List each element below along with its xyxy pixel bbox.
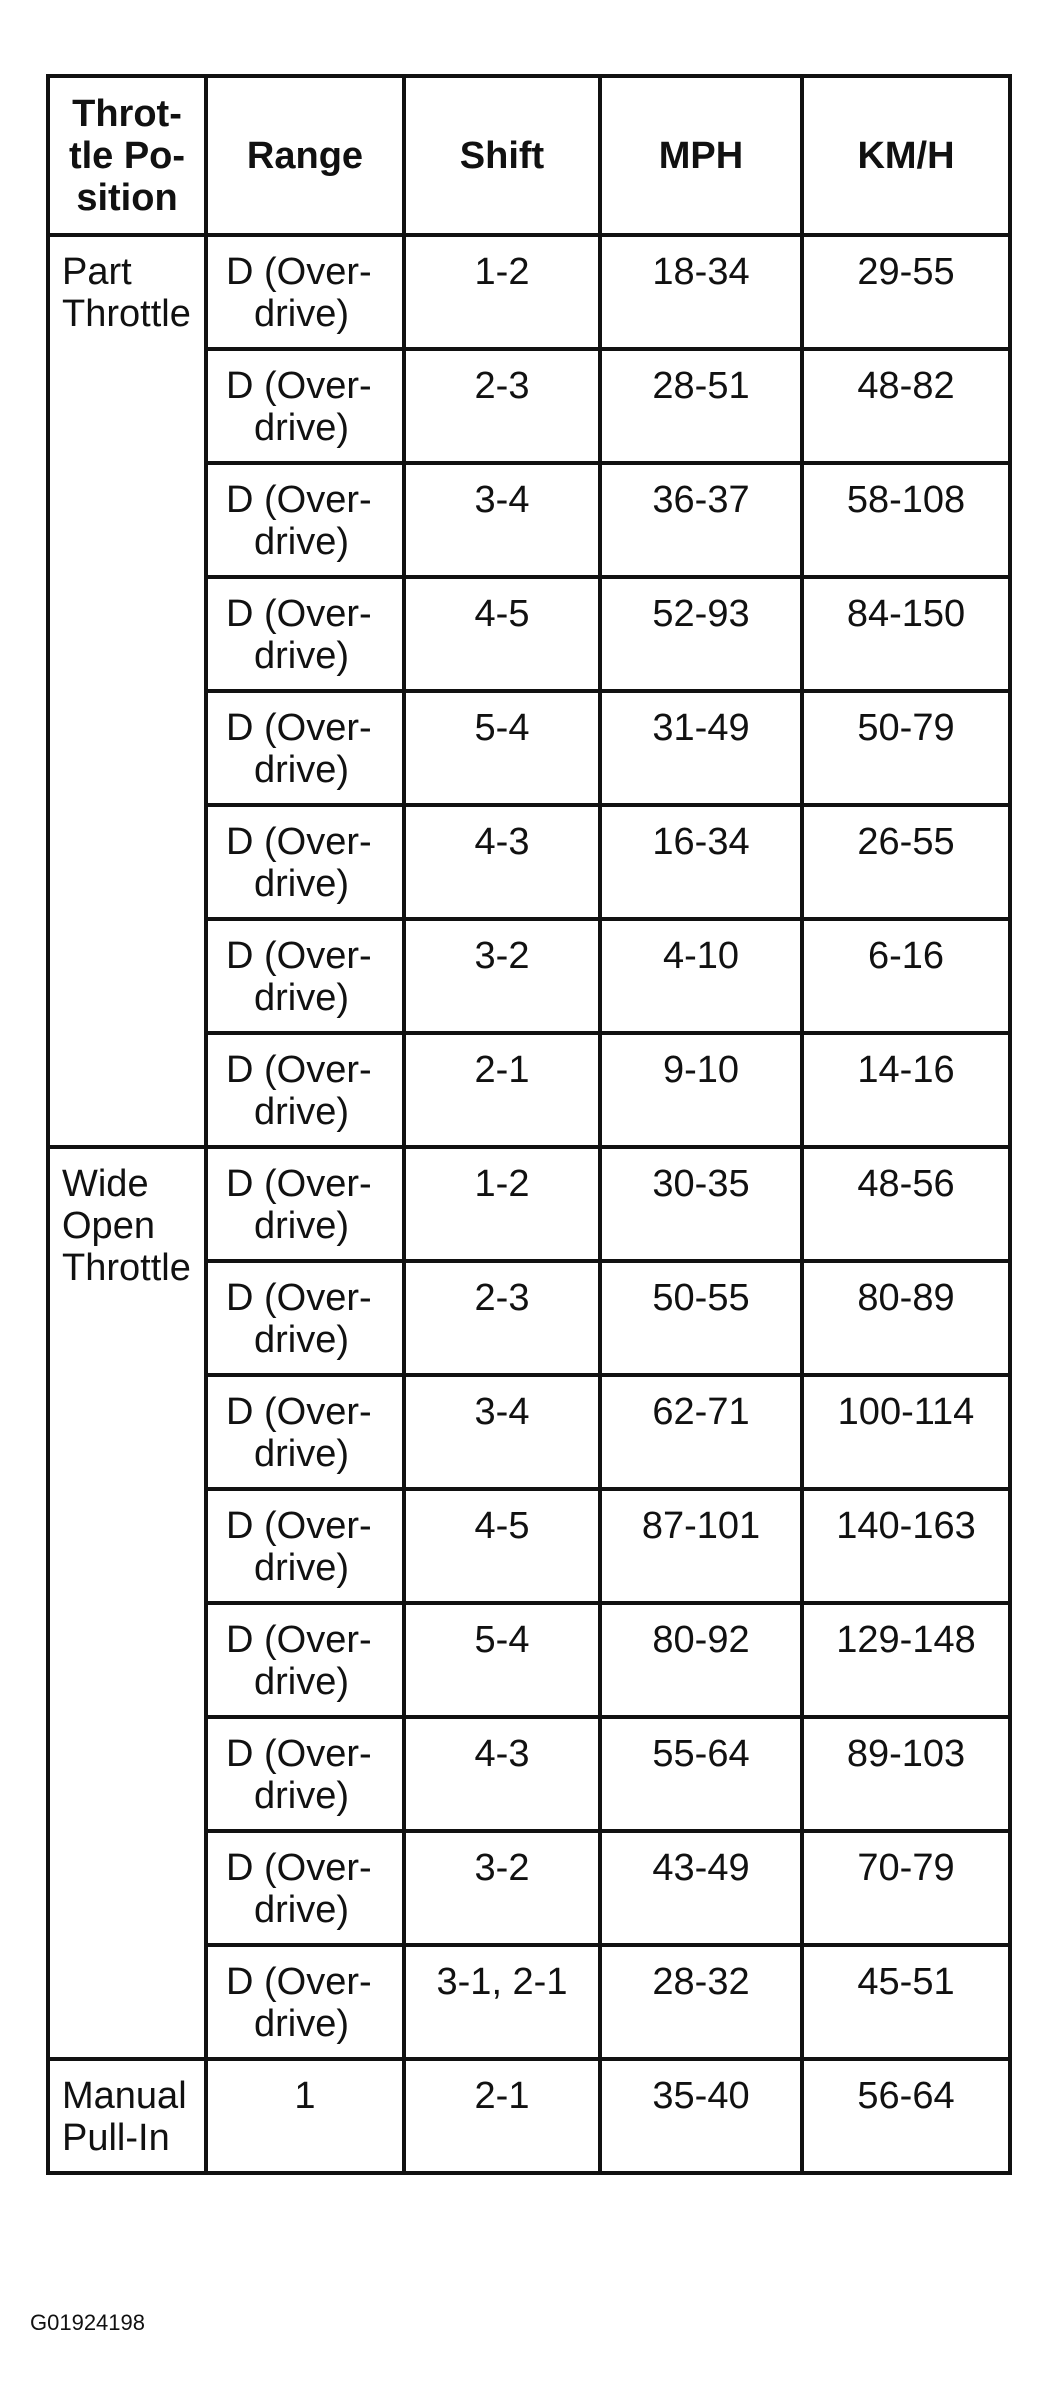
range-line: D (Over- xyxy=(226,593,372,635)
range-cell xyxy=(206,1147,404,1261)
header-throttle-position xyxy=(48,76,206,235)
range-line: D (Over- xyxy=(226,251,372,293)
kmh-cell xyxy=(802,1603,1010,1717)
header-throttle-line: sition xyxy=(76,176,178,219)
throttle-position-line: Manual xyxy=(62,2075,187,2117)
kmh-cell-value: 58-108 xyxy=(846,479,966,521)
shift-cell-value: 3-2 xyxy=(474,1847,530,1889)
range-cell xyxy=(206,919,404,1033)
kmh-cell xyxy=(802,805,1010,919)
kmh-cell-value: 140-163 xyxy=(836,1505,976,1547)
kmh-cell-value: 6-16 xyxy=(867,935,945,977)
kmh-cell xyxy=(802,1831,1010,1945)
range-line: drive) xyxy=(254,1433,350,1475)
range-line: drive) xyxy=(254,1889,350,1931)
range-cell xyxy=(206,463,404,577)
kmh-cell-value: 56-64 xyxy=(857,2075,955,2117)
kmh-cell-value: 89-103 xyxy=(846,1733,966,1775)
kmh-cell xyxy=(802,1147,1010,1261)
shift-cell xyxy=(404,1717,600,1831)
throttle-position-cell xyxy=(48,2059,206,2173)
range-line: D (Over- xyxy=(226,935,372,977)
shift-cell-value: 2-1 xyxy=(474,1049,530,1091)
range-line: D (Over- xyxy=(226,1391,372,1433)
throttle-position-line: Part xyxy=(62,251,132,293)
header-kmh: KM/H xyxy=(802,76,1010,235)
range-cell xyxy=(206,1375,404,1489)
range-line: drive) xyxy=(254,1091,350,1133)
range-cell xyxy=(206,1603,404,1717)
kmh-cell-value: 45-51 xyxy=(857,1961,955,2003)
range-cell xyxy=(206,235,404,349)
shift-cell xyxy=(404,691,600,805)
mph-cell-value: 28-51 xyxy=(652,365,750,407)
table-row xyxy=(48,1147,1010,1261)
shift-cell xyxy=(404,805,600,919)
shift-cell-value: 1-2 xyxy=(474,251,530,293)
mph-cell xyxy=(600,235,802,349)
mph-cell xyxy=(600,1489,802,1603)
range-cell xyxy=(206,1489,404,1603)
shift-cell xyxy=(404,1489,600,1603)
mph-cell xyxy=(600,1945,802,2059)
range-cell xyxy=(206,805,404,919)
mph-cell-value: 31-49 xyxy=(652,707,750,749)
mph-cell xyxy=(600,1375,802,1489)
shift-cell-value: 2-1 xyxy=(474,2075,530,2117)
range-line: D (Over- xyxy=(226,821,372,863)
kmh-cell-value: 129-148 xyxy=(836,1619,976,1661)
mph-cell-value: 35-40 xyxy=(652,2075,750,2117)
shift-cell-value: 4-3 xyxy=(474,821,530,863)
table-row xyxy=(48,2059,1010,2173)
shift-cell-value: 5-4 xyxy=(474,707,530,749)
shift-cell xyxy=(404,1375,600,1489)
mph-cell-value: 43-49 xyxy=(652,1847,750,1889)
kmh-cell-value: 70-79 xyxy=(857,1847,955,1889)
mph-cell-value: 30-35 xyxy=(652,1163,750,1205)
kmh-cell xyxy=(802,235,1010,349)
throttle-position-line: Pull-In xyxy=(62,2117,170,2159)
kmh-cell-value: 26-55 xyxy=(857,821,955,863)
throttle-position-line: Open xyxy=(62,1205,155,1247)
kmh-cell xyxy=(802,577,1010,691)
kmh-cell-value: 29-55 xyxy=(857,251,955,293)
kmh-cell-value: 48-82 xyxy=(857,365,955,407)
mph-cell-value: 80-92 xyxy=(652,1619,750,1661)
range-cell xyxy=(206,1033,404,1147)
kmh-cell xyxy=(802,1033,1010,1147)
shift-cell-value: 3-1, 2-1 xyxy=(436,1961,568,2003)
table-body xyxy=(48,235,1010,2173)
range-line: D (Over- xyxy=(226,365,372,407)
shift-cell-value: 4-5 xyxy=(474,593,530,635)
mph-cell-value: 50-55 xyxy=(652,1277,750,1319)
shift-cell xyxy=(404,1147,600,1261)
range-line: D (Over- xyxy=(226,1163,372,1205)
shift-cell-value: 3-4 xyxy=(474,479,530,521)
range-line: drive) xyxy=(254,1547,350,1589)
kmh-cell-value: 48-56 xyxy=(857,1163,955,1205)
range-line: D (Over- xyxy=(226,1961,372,2003)
range-cell xyxy=(206,1261,404,1375)
shift-cell-value: 4-3 xyxy=(474,1733,530,1775)
kmh-cell xyxy=(802,919,1010,1033)
range-line: D (Over- xyxy=(226,1049,372,1091)
shift-cell xyxy=(404,1945,600,2059)
mph-cell xyxy=(600,1717,802,1831)
range-line: D (Over- xyxy=(226,1505,372,1547)
range-line: D (Over- xyxy=(226,1847,372,1889)
kmh-cell-value: 80-89 xyxy=(857,1277,955,1319)
throttle-position-line: Throttle xyxy=(62,1247,191,1289)
range-line: D (Over- xyxy=(226,707,372,749)
range-line: drive) xyxy=(254,407,350,449)
kmh-cell-value: 100-114 xyxy=(837,1391,975,1433)
shift-cell-value: 3-2 xyxy=(474,935,530,977)
range-line: D (Over- xyxy=(226,1277,372,1319)
mph-cell-value: 52-93 xyxy=(652,593,750,635)
throttle-position-line: Wide xyxy=(62,1163,149,1205)
mph-cell-value: 18-34 xyxy=(652,251,750,293)
mph-cell xyxy=(600,1033,802,1147)
figure-id: G01924198 xyxy=(30,2310,145,2335)
range-cell xyxy=(206,2059,404,2173)
kmh-cell xyxy=(802,691,1010,805)
shift-cell-value: 4-5 xyxy=(474,1505,530,1547)
range-line: drive) xyxy=(254,1661,350,1703)
mph-cell-value: 87-101 xyxy=(641,1505,761,1547)
kmh-cell xyxy=(802,2059,1010,2173)
shift-cell xyxy=(404,235,600,349)
range-line: D (Over- xyxy=(226,1733,372,1775)
kmh-cell xyxy=(802,1717,1010,1831)
shift-cell-value: 5-4 xyxy=(474,1619,530,1661)
shift-cell xyxy=(404,349,600,463)
range-line: drive) xyxy=(254,635,350,677)
header-throttle-line: tle Po- xyxy=(68,134,186,177)
kmh-cell xyxy=(802,1945,1010,2059)
mph-cell xyxy=(600,1261,802,1375)
header-throttle-line: Throt- xyxy=(72,92,182,135)
shift-cell xyxy=(404,1033,600,1147)
kmh-cell-value: 84-150 xyxy=(846,593,966,635)
shift-cell-value: 2-3 xyxy=(474,1277,530,1319)
shift-cell xyxy=(404,2059,600,2173)
throttle-position-cell xyxy=(48,235,206,1147)
mph-cell xyxy=(600,1831,802,1945)
range-line: drive) xyxy=(254,2003,350,2045)
range-cell xyxy=(206,577,404,691)
mph-cell-value: 4-10 xyxy=(662,935,740,977)
mph-cell xyxy=(600,1147,802,1261)
kmh-cell xyxy=(802,1375,1010,1489)
range-line: drive) xyxy=(254,977,350,1019)
range-cell xyxy=(206,1717,404,1831)
kmh-cell xyxy=(802,1261,1010,1375)
kmh-cell-value: 14-16 xyxy=(857,1049,955,1091)
range-cell xyxy=(206,349,404,463)
shift-cell-value: 1-2 xyxy=(474,1163,530,1205)
mph-cell-value: 9-10 xyxy=(662,1049,740,1091)
shift-cell-value: 3-4 xyxy=(474,1391,530,1433)
range-line: drive) xyxy=(254,1319,350,1361)
shift-speed-table xyxy=(46,74,1012,2175)
header-mph: MPH xyxy=(600,76,802,235)
range-cell xyxy=(206,691,404,805)
header-range: Range xyxy=(206,76,404,235)
shift-cell xyxy=(404,463,600,577)
range-line: 1 xyxy=(294,2075,316,2117)
shift-cell xyxy=(404,577,600,691)
range-line: D (Over- xyxy=(226,479,372,521)
header-shift: Shift xyxy=(404,76,600,235)
kmh-cell xyxy=(802,463,1010,577)
shift-cell xyxy=(404,1261,600,1375)
mph-cell xyxy=(600,349,802,463)
range-line: drive) xyxy=(254,293,350,335)
range-line: drive) xyxy=(254,863,350,905)
mph-cell-value: 28-32 xyxy=(652,1961,750,2003)
mph-cell-value: 62-71 xyxy=(652,1391,750,1433)
kmh-cell xyxy=(802,349,1010,463)
range-line: drive) xyxy=(254,1205,350,1247)
mph-cell-value: 36-37 xyxy=(652,479,750,521)
mph-cell-value: 16-34 xyxy=(652,821,750,863)
shift-cell xyxy=(404,919,600,1033)
range-line: D (Over- xyxy=(226,1619,372,1661)
mph-cell xyxy=(600,919,802,1033)
table-header-row xyxy=(48,76,1010,235)
shift-cell-value: 2-3 xyxy=(474,365,530,407)
mph-cell-value: 55-64 xyxy=(652,1733,750,1775)
range-cell xyxy=(206,1945,404,2059)
mph-cell xyxy=(600,463,802,577)
throttle-position-cell xyxy=(48,1147,206,2059)
shift-cell xyxy=(404,1831,600,1945)
range-cell xyxy=(206,1831,404,1945)
mph-cell xyxy=(600,577,802,691)
mph-cell xyxy=(600,805,802,919)
mph-cell xyxy=(600,1603,802,1717)
throttle-position-line: Throttle xyxy=(62,293,191,335)
mph-cell xyxy=(600,2059,802,2173)
range-line: drive) xyxy=(254,749,350,791)
range-line: drive) xyxy=(254,521,350,563)
range-line: drive) xyxy=(254,1775,350,1817)
mph-cell xyxy=(600,691,802,805)
table-row xyxy=(48,235,1010,349)
kmh-cell xyxy=(802,1489,1010,1603)
shift-cell xyxy=(404,1603,600,1717)
kmh-cell-value: 50-79 xyxy=(857,707,955,749)
